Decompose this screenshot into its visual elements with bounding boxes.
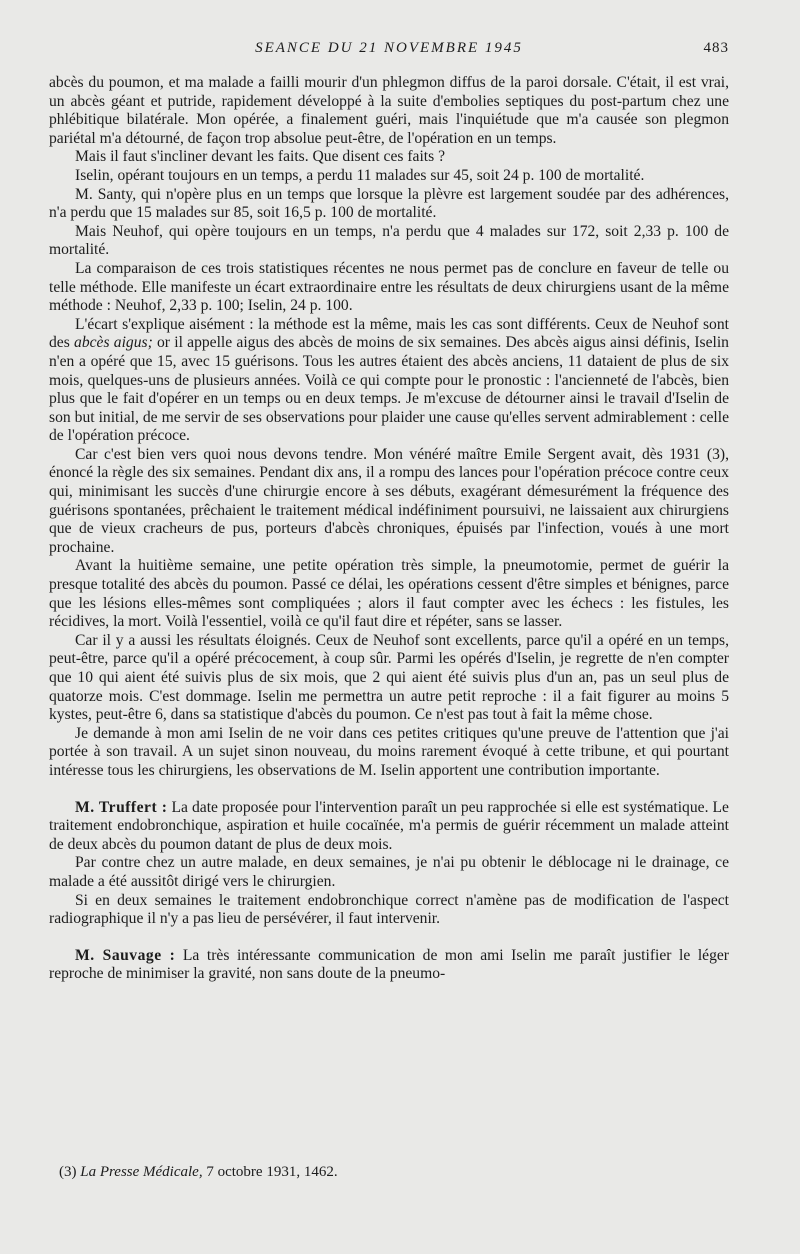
paragraph: Mais Neuhof, qui opère toujours en un temps, n'a perdu que 4 malades sur 172, soit 2,33 p. 100 de mortalité.	[49, 222, 729, 259]
footnote-marker: (3)	[59, 1164, 77, 1180]
paragraph: abcès du poumon, et ma malade a failli mourir d'un phlegmon diffus de la paroi dorsale. C'était, il est vrai, un abcès géant et putride, rapidement développé à la suite d'embolies septiques du post-partum chez une phlébitique bilatérale. Mon opérée, a finalement guéri, mais l'inquiétude que m'a causée son plegmon pariétal m'a détourné, de façon trop absolue peut-être, de l'opération en un temps.	[49, 74, 729, 147]
paragraph: Mais il faut s'incliner devant les faits. Que disent ces faits ?	[75, 148, 446, 166]
paragraph: Avant la huitième semaine, une petite opération très simple, la pneumotomie, permet de guérir la presque totalité des abcès du poumon. Passé ce délai, les opérations cessent d'être simples et bénignes, parce que les lésions elles-mêmes sont compliquées ; alors il faut compter avec les échecs : les fistules, les récidives, la mort. Voilà l'essentiel, voilà ce qu'il faut dire et répéter, sans se lasser.	[49, 557, 729, 631]
truffert-remark	[49, 799, 729, 855]
paragraph: Par contre chez un autre malade, en deux semaines, je n'ai pu obtenir le déblocage ni le drainage, ce malade a été aussitôt dirigé vers le chirurgien.	[49, 854, 729, 890]
paragraph	[49, 316, 729, 446]
paragraph: Iselin, opérant toujours en un temps, a perdu 11 malades sur 45, soit 24 p. 100 de mortalité.	[75, 166, 645, 184]
running-head	[49, 40, 729, 64]
page-number: 483	[703, 40, 729, 56]
text-run: or il appelle aigus des abcès de moins de six semaines. Des abcès aigus ainsi définis, Iselin n'en a opéré que 15, avec 15 guérisons. Tous les autres étaient des abcès anciens, 11 dataient de plus de six mois, quelques-uns de plusieurs années. Voilà ce qui compte pour le pronostic : l'ancienneté de l'abcès, bien plus que le fait d'opérer en un temps ou en deux temps. Je m'excuse de détourner ainsi le travail d'Iselin de son but initial, de me servir de ses observations pour plaider une cause qu'elles servent admirablement : celle de l'opération précoce.	[49, 334, 729, 445]
paragraph: M. Santy, qui n'opère plus en un temps que lorsque la plèvre est largement soudée par des adhérences, n'a perdu que 15 malades sur 85, soit 16,5 p. 100 de mortalité.	[49, 185, 729, 222]
text-run: La date proposée pour l'intervention paraît un peu rapprochée si elle est systématique. Le traitement endobronchique, aspiration et huile cocaïnée, m'a permis de guérir récemment un malade atteint de deux abcès du poumon datant de plus de deux mois.	[49, 798, 729, 853]
paragraph: Car il y a aussi les résultats éloignés. Ceux de Neuhof sont excellents, parce qu'il a opéré en un temps, peut-être, parce qu'il a opéré précocement, à coup sûr. Parmi les opérés d'Iselin, je regrette de n'en compter que 10 qui aient été suivis plus de six mois, que 2 qui aient été suivis plus d'un an, pas un seul plus de quatorze mois. C'est dommage. Iselin me permettra un autre petit reproche : il a fait figurer au moins 5 kystes, peut-être 6, dans sa statistique d'abcès du poumon. Ce n'est pas tout à fait la même chose.	[49, 631, 729, 724]
emphasis: abcès aigus;	[74, 334, 153, 352]
footnote-citation: 7 octobre 1931, 1462.	[202, 1164, 338, 1180]
footnote	[59, 1163, 729, 1181]
text-run: La très intéressante communication de mon ami Iselin me paraît justifier le léger reproche de minimiser la gravité, non sans doute de la pneumo-	[49, 946, 729, 983]
text-run: L'écart s'explique aisément : la méthode est la même, mais les cas sont différents. Ceux de Neuhof sont des	[49, 315, 729, 352]
paragraph: Si en deux semaines le traitement endobronchique correct n'amène pas de modification de l'aspect radiographique il n'y a pas lieu de persévérer, il faut intervenir.	[49, 891, 729, 928]
paragraph: La comparaison de ces trois statistiques récentes ne nous permet pas de conclure en faveur de telle ou telle méthode. Elle manifeste un écart extraordinaire entre les résultats de deux chirurgiens usant de la même méthode : Neuhof, 2,33 p. 100; Iselin, 24 p. 100.	[49, 259, 729, 315]
speaker-name: M. Truffert :	[75, 798, 168, 816]
footnote-journal: La Presse Médicale,	[80, 1164, 203, 1180]
running-head-title: SEANCE DU 21 NOVEMBRE 1945	[255, 40, 523, 56]
paragraph: Car c'est bien vers quoi nous devons tendre. Mon vénéré maître Emile Sergent avait, dès 1931 (3), énoncé la règle des six semaines. Pendant dix ans, il a rompu des lances pour l'opération précoce contre ceux qui, minimisant les succès d'une chirurgie encore à ses débuts, exagérant démesurément la fréquence des guérisons spontanées, prêchaient le traitement médical indéfiniment poursuivi, ne laissaient aux chirurgiens que de vieux cracheurs de pus, porteurs d'abcès chroniques, épuisés par l'infection, voués à une mort prochaine.	[49, 445, 729, 556]
speaker-name: M. Sauvage :	[75, 946, 176, 964]
sauvage-remark	[49, 947, 729, 984]
paragraph: Je demande à mon ami Iselin de ne voir dans ces petites critiques qu'une preuve de l'attention que j'ai portée à son travail. A un sujet sinon nouveau, du moins rarement évoqué à cette tribune, et qui pourtant intéresse tous les chirurgiens, les observations de M. Iselin apportent une contribution importante.	[49, 724, 729, 779]
article-body	[49, 74, 729, 984]
